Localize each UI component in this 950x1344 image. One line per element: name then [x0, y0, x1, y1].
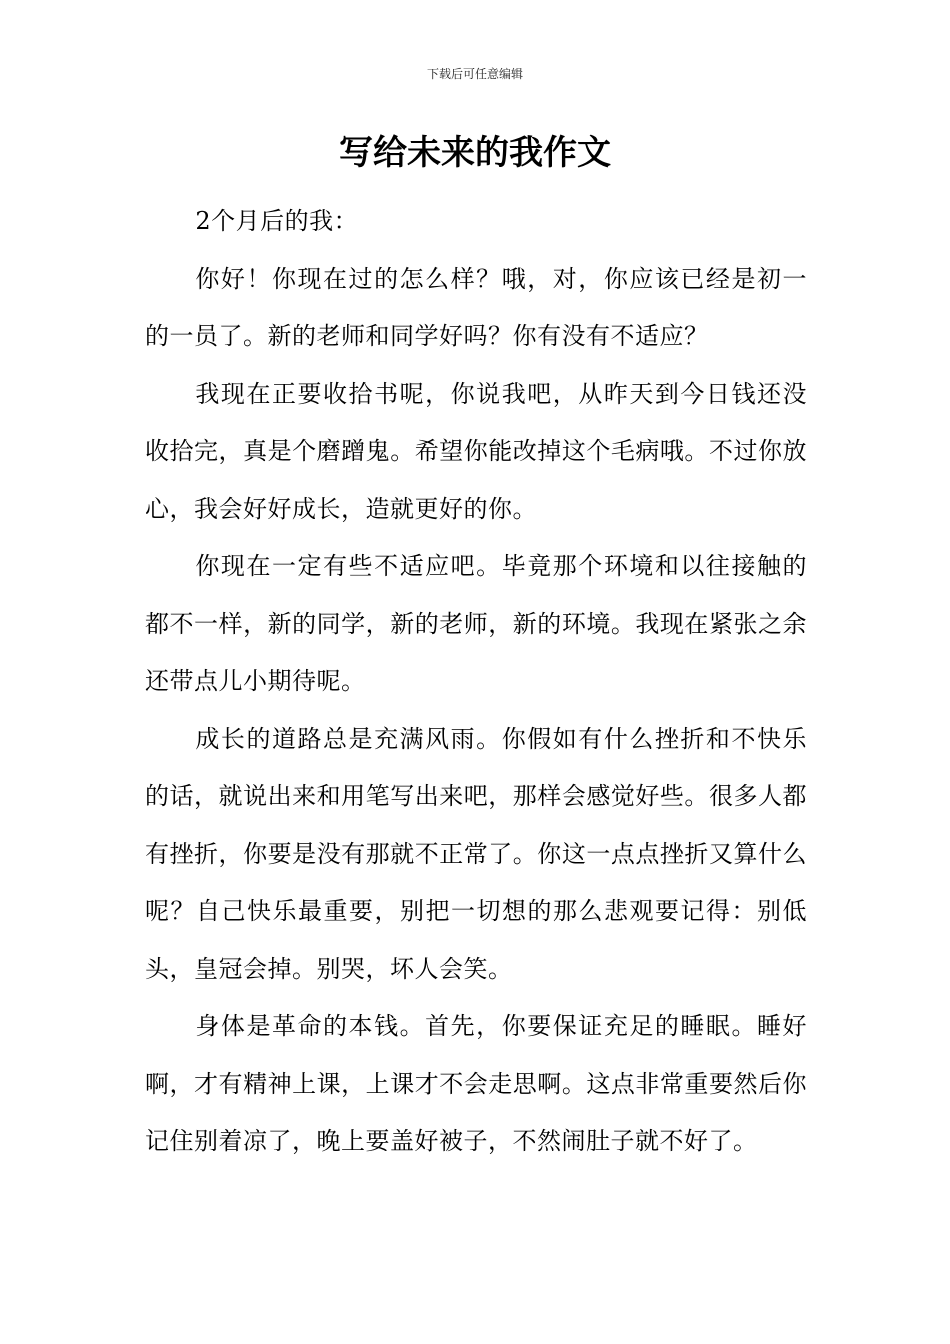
paragraph-growth: 成长的道路总是充满风雨。你假如有什么挫折和不快乐的话，就说出来和用笔写出来吧，那样会感觉好些。很多人都有挫折，你要是没有那就不正常了。你这一点点挫折又算什么呢？自己快乐最重要，别把一切想的那么悲观要记得：别低头，皇冠会掉。别哭，坏人会笑。 — [145, 724, 807, 983]
header-note: 下载后可任意编辑 — [426, 67, 523, 81]
paragraph-salutation: 2个月后的我： — [195, 207, 359, 235]
paragraph-new-environment: 你现在一定有些不适应吧。毕竟那个环境和以往接触的都不一样，新的同学，新的老师，新的环境。我现在紧张之余还带点儿小期待呢。 — [145, 552, 807, 695]
document-body — [145, 193, 807, 1171]
paragraph-greeting: 你好！你现在过的怎么样？哦，对，你应该已经是初一的一员了。新的老师和同学好吗？你有没有不适应？ — [145, 264, 807, 350]
paragraph-packing: 我现在正要收拾书呢，你说我吧，从昨天到今日钱还没收拾完，真是个磨蹭鬼。希望你能改掉这个毛病哦。不过你放心，我会好好成长，造就更好的你。 — [145, 379, 807, 523]
paragraph-health: 身体是革命的本钱。首先，你要保证充足的睡眠。睡好啊，才有精神上课，上课才不会走思啊。这点非常重要然后你记住别着凉了，晚上要盖好被子，不然闹肚子就不好了。 — [145, 1012, 807, 1155]
document-title: 写给未来的我作文 — [339, 133, 611, 173]
